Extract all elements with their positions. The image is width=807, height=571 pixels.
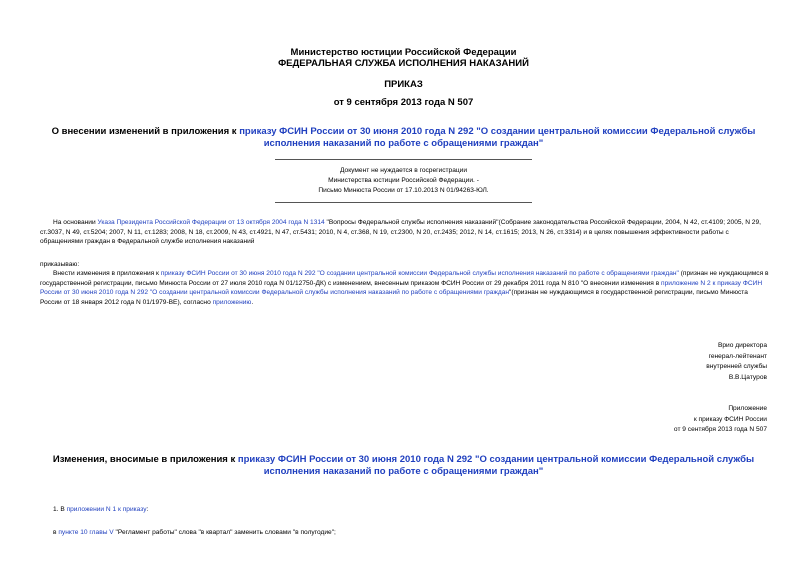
ministry-name: Министерство юстиции Российской Федерации <box>290 47 517 58</box>
appendix-order-date: от 9 сентября 2013 года N 507 <box>673 426 767 433</box>
item-1-suffix: : <box>146 506 149 513</box>
order-292-link-2[interactable]: приказу ФСИН России от 30 июня 2010 года N 292 "О создании центральной комиссии Федеральной службы исполнения наказаний по работе с обращениями граждан" <box>160 270 679 277</box>
appendix-title-prefix: Изменения, вносимые в приложения к <box>52 454 238 465</box>
bottom-divider <box>275 202 532 203</box>
preamble-paragraph <box>40 218 770 247</box>
registration-note-line1: Документ не нуждается в госрегистрации <box>339 167 468 174</box>
document-date-number: от 9 сентября 2013 года N 507 <box>333 97 474 108</box>
appendix-reference <box>567 404 767 436</box>
item-1-prefix: 1. В <box>53 506 67 513</box>
appendix-1-link[interactable]: приложении N 1 к приказу <box>66 506 147 513</box>
item-1 <box>40 505 770 515</box>
top-divider <box>275 159 532 160</box>
signature-rank: генерал-лейтенант <box>708 352 767 360</box>
order-text-4: . <box>251 298 254 306</box>
signature-service: внутренней службы <box>706 363 767 370</box>
service-name: ФЕДЕРАЛЬНАЯ СЛУЖБА ИСПОЛНЕНИЯ НАКАЗАНИЙ <box>278 58 529 69</box>
appendix-link[interactable]: приложению <box>212 298 252 306</box>
order-command: приказываю: <box>40 261 80 268</box>
appendix-2-link[interactable]: приложение N 2 к приказу ФСИН России от 30 июня 2010 года N 292 "О создании центральной комиссии Федеральной службы исполнения наказаний по работе с обращениями граждан <box>40 279 763 296</box>
order-292-link[interactable]: приказу ФСИН России от 30 июня 2010 года N 292 "О создании центральной комиссии Федеральной службы исполнения наказаний по работе с обращениями граждан" <box>239 126 756 149</box>
order-text-3: "(признан не нуждающимся в государственной регистрации, письмо Минюста России от 18 января 2012 года N 01/1979-ВЕ), согласно <box>40 289 748 306</box>
presidential-decree-link[interactable]: Указа Президента Российской Федерации от 13 октября 2004 года N 1314 <box>97 219 325 226</box>
appendix-title <box>40 454 767 478</box>
order-text-2: (признан не нуждающимся в государственной регистрации, письмо Минюста России от 27 июля 2010 года N 01/12750-ДК) с изменением, внесенным приказом ФСИН России от 29 декабря 2011 года N 810 "О внесении изменения в <box>40 270 769 287</box>
signature-name: В.В.Цатуров <box>728 373 767 381</box>
item-1a-text: "Регламент работы" слова "в квартал" заменить словами "в полугодие"; <box>113 529 336 536</box>
preamble-prefix: На основании <box>53 219 98 226</box>
order-text-1: Внести изменения в приложения к <box>53 270 161 277</box>
registration-note-line2: Министерства юстиции Российской Федерации. - <box>328 177 479 184</box>
registration-note-line3: Письмо Минюста России от 17.10.2013 N 01/94263-ЮЛ. <box>318 187 489 194</box>
document-title <box>40 126 767 150</box>
title-prefix: О внесении изменений в приложения к <box>51 126 240 137</box>
signature-position: Врио директора <box>717 342 767 349</box>
appendix-order-ref: к приказу ФСИН России <box>693 415 767 423</box>
point-10-link[interactable]: пункте 10 главы V <box>58 529 114 536</box>
item-1a <box>40 528 770 538</box>
appendix-label: Приложение <box>728 405 767 412</box>
order-292-link-3[interactable]: приказу ФСИН России от 30 июня 2010 года N 292 "О создании центральной комиссии Федеральной службы исполнения наказаний по работе с обращениями граждан" <box>237 454 755 477</box>
signature-block <box>567 341 767 383</box>
document-type: ПРИКАЗ <box>384 79 423 90</box>
preamble-text: "Вопросы Федеральной службы исполнения наказаний"(Собрание законодательства Российской Федерации, 2004, N 42, ст.4109; 2005, N 29, ст.3037, N 49, ст.5204; 2007, N 11, ст.1283; 2008, N 18, ст.2009, N 43, ст.4921, N 47, ст.5431; 2010, N 4, ст.368, N 19, ст.2300, N 20, ст.2435; 2012, N 14, ст.1615; 2013, N 26, ст.3314) и в целях повышения эффективности работы с обращениями граждан в Федеральной службе исполнения наказаний <box>40 219 761 245</box>
order-paragraph <box>40 269 770 307</box>
item-1a-prefix: в <box>53 529 59 536</box>
